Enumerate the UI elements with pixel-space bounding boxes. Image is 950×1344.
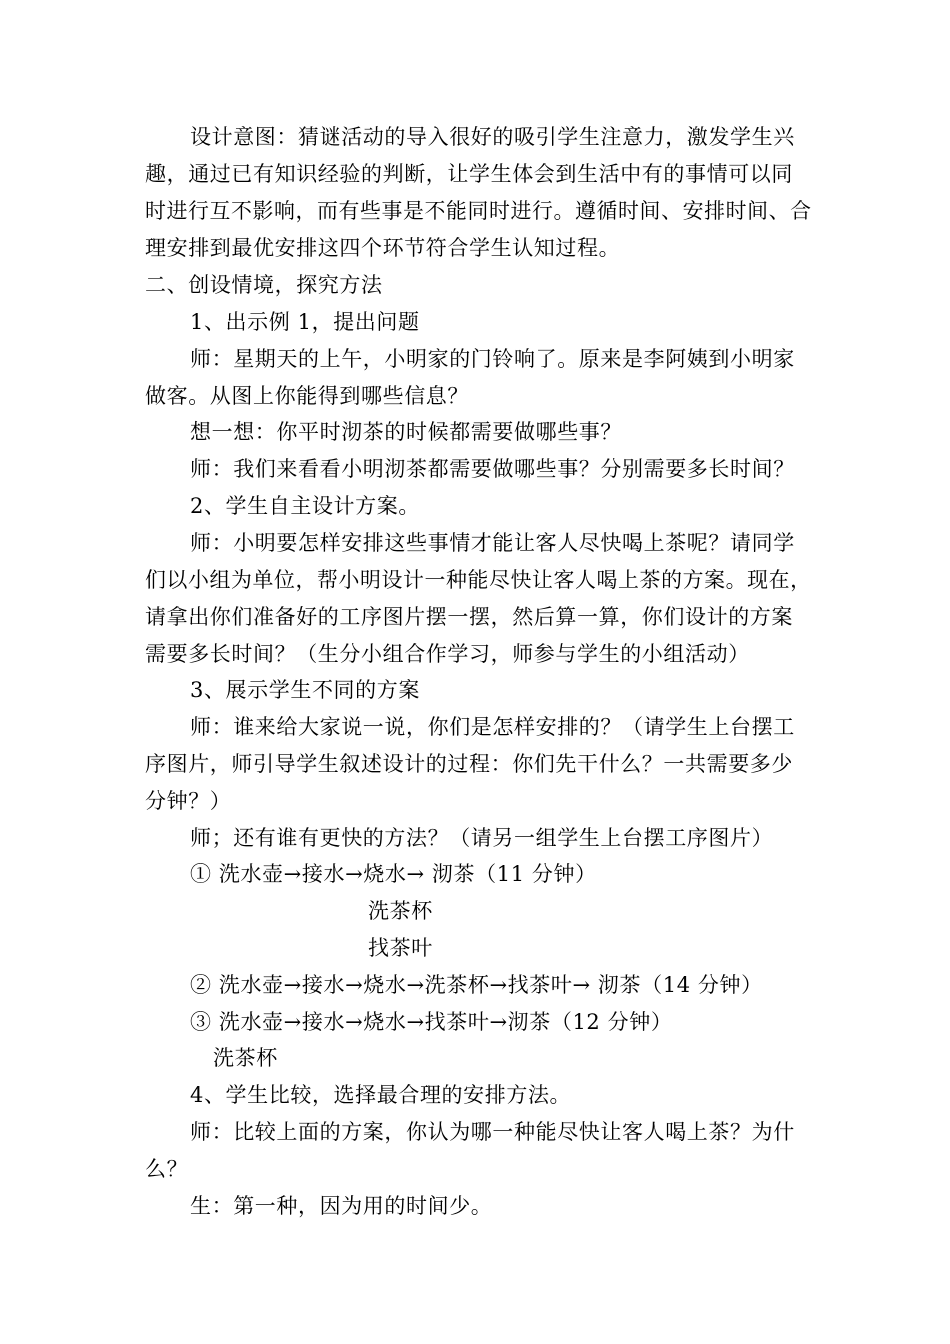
section-heading: 二、创设情境，探究方法 — [145, 273, 383, 297]
step3-line-4: 师；还有谁有更快的方法？（请另一组学生上台摆工序图片） — [190, 826, 774, 850]
step1-teacher-line-2: 做客。从图上你能得到哪些信息？ — [145, 384, 469, 408]
step4-heading: 4、学生比较，选择最合理的安排方法。 — [190, 1083, 572, 1107]
step3-line-1: 师：谁来给大家说一说，你们是怎样安排的？（请学生上台摆工 — [190, 715, 795, 739]
plan-2: ② 洗水壶→接水→烧水→洗茶杯→找茶叶→ 沏茶（14 分钟） — [190, 973, 763, 997]
step1-heading: 1、出示例 1，提出问题 — [190, 310, 420, 334]
design-intent-line-3: 时进行互不影响，而有些事是不能同时进行。遵循时间、安排时间、合 — [145, 199, 812, 223]
design-intent-line-2: 趣，通过已有知识经验的判断，让学生体会到生活中有的事情可以同 — [145, 162, 793, 186]
plan-1-parallel-task-2: 找茶叶 — [368, 936, 433, 960]
plan-1: ① 洗水壶→接水→烧水→ 沏茶（11 分钟） — [190, 862, 597, 886]
step1-teacher-line-1: 师：星期天的上午，小明家的门铃响了。原来是李阿姨到小明家 — [190, 347, 795, 371]
step3-line-3: 分钟？） — [145, 789, 232, 813]
plan-3: ③ 洗水壶→接水→烧水→找茶叶→沏茶（12 分钟） — [190, 1010, 673, 1034]
step4-line-2: 么？ — [145, 1157, 189, 1181]
step3-line-2: 序图片，师引导学生叙述设计的过程：你们先干什么？一共需要多少 — [145, 752, 793, 776]
step2-line-4: 需要多长时间？（生分小组合作学习，师参与学生的小组活动） — [145, 642, 750, 666]
plan-1-parallel-task-1: 洗茶杯 — [368, 899, 433, 923]
step2-line-3: 请拿出你们准备好的工序图片摆一摆，然后算一算，你们设计的方案 — [145, 605, 793, 629]
plan-3-parallel-task: 洗茶杯 — [213, 1046, 278, 1070]
step1-think: 想一想：你平时沏茶的时候都需要做哪些事？ — [190, 420, 622, 444]
step1-teacher-question: 师：我们来看看小明沏茶都需要做哪些事？分别需要多长时间？ — [190, 457, 795, 481]
step2-heading: 2、学生自主设计方案。 — [190, 494, 420, 518]
design-intent-line-4: 理安排到最优安排这四个环节符合学生认知过程。 — [145, 236, 621, 260]
step2-line-1: 师：小明要怎样安排这些事情才能让客人尽快喝上茶呢？请同学 — [190, 531, 795, 555]
step4-line-1: 师：比较上面的方案，你认为哪一种能尽快让客人喝上茶？为什 — [190, 1120, 795, 1144]
step2-line-2: 们以小组为单位，帮小明设计一种能尽快让客人喝上茶的方案。现在， — [145, 568, 812, 592]
design-intent-line-1: 设计意图：猜谜活动的导入很好的吸引学生注意力，激发学生兴 — [190, 125, 795, 149]
step3-heading: 3、展示学生不同的方案 — [190, 678, 420, 702]
step4-answer: 生：第一种，因为用的时间少。 — [190, 1194, 493, 1218]
